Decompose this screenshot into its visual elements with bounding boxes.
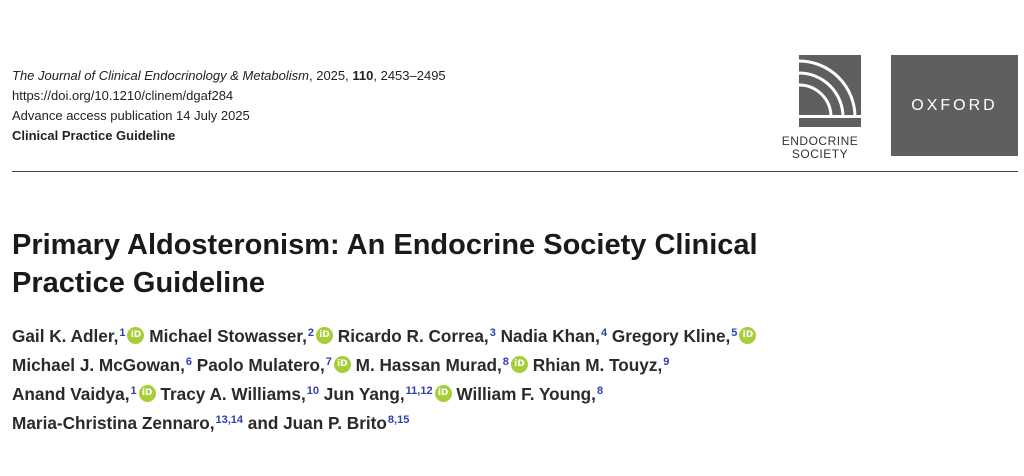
- author-name[interactable]: Anand Vaidya,: [12, 384, 130, 404]
- author-item: [338, 326, 496, 346]
- author-item: [12, 384, 156, 404]
- orcid-icon[interactable]: [511, 356, 528, 373]
- title-line-1: Primary Aldosteronism: An Endocrine Society Clinical: [12, 229, 758, 261]
- orcid-icon[interactable]: [316, 327, 333, 344]
- author-item: [324, 384, 452, 404]
- author-item: [197, 355, 351, 375]
- author-item: [12, 413, 243, 433]
- author-name[interactable]: Michael Stowasser,: [149, 326, 307, 346]
- volume: 110: [352, 68, 374, 83]
- article-title: [12, 226, 1012, 302]
- citation-line: The Journal of Clinical Endocrinology & Metabolism, 2025, 110, 2453–2495: [12, 68, 446, 83]
- author-name[interactable]: Ricardo R. Correa,: [337, 326, 489, 346]
- author-item: [501, 326, 607, 346]
- author-list: [12, 322, 1017, 438]
- orcid-icon[interactable]: [739, 327, 756, 344]
- affiliation-superscript[interactable]: 11,12: [405, 385, 433, 397]
- author-name[interactable]: Paolo Mulatero,: [196, 355, 325, 375]
- author-item: [12, 326, 144, 346]
- author-name[interactable]: Gail K. Adler,: [12, 326, 119, 346]
- affiliation-superscript[interactable]: 8: [502, 356, 509, 368]
- affiliation-superscript[interactable]: 2: [307, 327, 314, 339]
- endocrine-society-wordmark: ENDOCRINE SOCIETY: [781, 134, 859, 161]
- affiliation-superscript[interactable]: 9: [663, 356, 670, 368]
- author-name[interactable]: Tracy A. Williams,: [160, 384, 306, 404]
- author-name[interactable]: Nadia Khan,: [500, 326, 600, 346]
- endocrine-society-logo[interactable]: [772, 55, 868, 165]
- doi-link[interactable]: https://doi.org/10.1210/clinem/dgaf284: [12, 88, 234, 103]
- affiliation-superscript[interactable]: 7: [325, 356, 332, 368]
- affiliation-superscript[interactable]: 1: [130, 385, 137, 397]
- affiliation-superscript[interactable]: 8,15: [387, 414, 410, 426]
- orcid-icon[interactable]: [139, 385, 156, 402]
- affiliation-superscript[interactable]: 5: [731, 327, 738, 339]
- year: 2025: [316, 68, 346, 83]
- author-item: [160, 384, 319, 404]
- orcid-icon[interactable]: [127, 327, 144, 344]
- author-name[interactable]: William F. Young,: [456, 384, 596, 404]
- author-item: [533, 355, 670, 375]
- author-name[interactable]: Gregory Kline,: [611, 326, 731, 346]
- author-name[interactable]: M. Hassan Murad,: [355, 355, 502, 375]
- author-name[interactable]: Maria-Christina Zennaro,: [12, 413, 215, 433]
- affiliation-superscript[interactable]: 10: [306, 385, 320, 397]
- author-item: [12, 355, 192, 375]
- page-range: 2453–2495: [380, 68, 446, 83]
- affiliation-superscript[interactable]: 13,14: [215, 414, 243, 426]
- header-divider: [12, 171, 1018, 172]
- endocrine-society-arc-icon: [799, 55, 861, 127]
- affiliation-superscript[interactable]: 6: [185, 356, 192, 368]
- journal-name[interactable]: The Journal of Clinical Endocrinology & Metabolism: [12, 68, 309, 83]
- author-name[interactable]: and Juan P. Brito: [247, 413, 387, 433]
- author-name[interactable]: Michael J. McGowan,: [12, 355, 185, 375]
- affiliation-superscript[interactable]: 1: [119, 327, 126, 339]
- affiliation-superscript[interactable]: 8: [596, 385, 604, 397]
- affiliation-superscript[interactable]: 3: [489, 327, 496, 339]
- author-item: [612, 326, 757, 346]
- article-type: Clinical Practice Guideline: [12, 128, 176, 143]
- affiliation-superscript[interactable]: 4: [600, 327, 608, 339]
- orcid-icon[interactable]: [334, 356, 351, 373]
- author-name[interactable]: Rhian M. Touyz,: [532, 355, 663, 375]
- article-metadata: [12, 66, 446, 146]
- oxford-logo[interactable]: [891, 55, 1018, 156]
- author-item: [248, 413, 410, 433]
- author-name[interactable]: Jun Yang,: [323, 384, 405, 404]
- author-item: [356, 355, 528, 375]
- orcid-icon[interactable]: [435, 385, 452, 402]
- title-line-2: Practice Guideline: [12, 267, 266, 299]
- advance-access-date: Advance access publication 14 July 2025: [12, 108, 250, 123]
- author-item: [456, 384, 603, 404]
- oxford-wordmark: OXFORD: [911, 96, 998, 114]
- author-item: [149, 326, 333, 346]
